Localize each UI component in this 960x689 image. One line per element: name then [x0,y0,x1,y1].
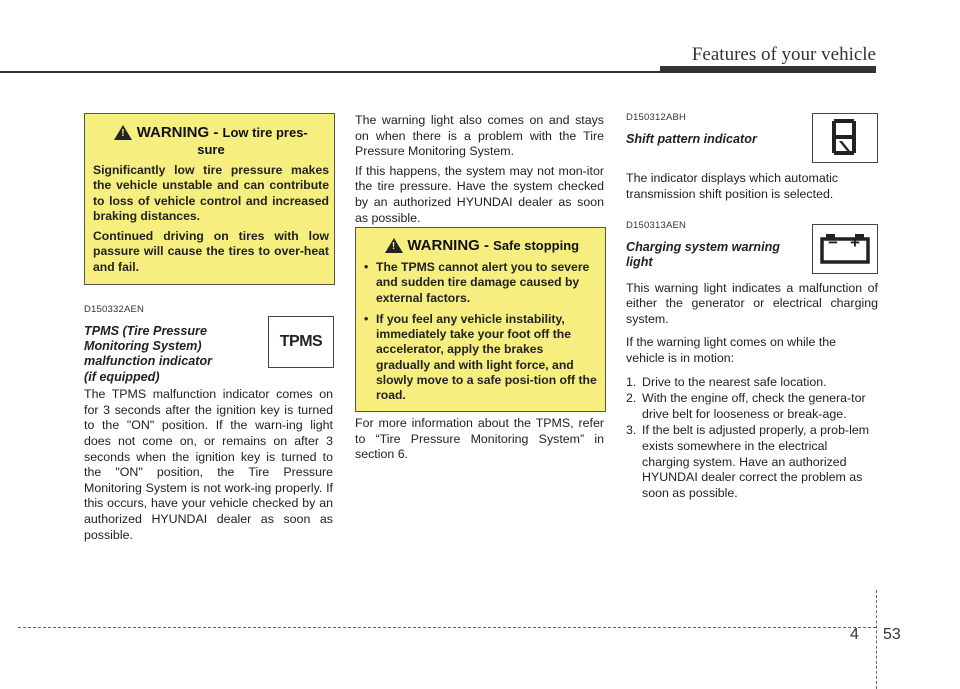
warning-title: WARNING - Low tire pres- [136,124,308,141]
page-header-title: Features of your vehicle [691,44,876,65]
body-paragraph: The TPMS malfunction indicator comes on for 3 seconds after the ignition key is turned to the "ON" position. If the warn-ing light does not come on, or remains on after 3 seconds when the ignition key is turned to the "ON" position, the Tire Pressure Monitoring System is not work-ing properly. If this occurs, have your vehicle checked by an authorized HYUNDAI dealer as soon as possible. [84,387,333,542]
shift-pattern-indicator-icon [812,113,878,163]
battery-plus-icon: + [850,233,860,252]
header-rule-accent [660,66,876,72]
warning-box-low-tire-pressure [84,113,335,285]
body-paragraph: If this happens, the system may not mon-itor the tire pressure. Have the system checked by an authorized HYUNDAI dealer as soon as possible. [355,163,604,225]
warning-bullet: • If you feel any vehicle instability, immediately take your foot off the accelerator, apply the brakes gradually and with light force, and slowly move to a safe posi-tion off the road. [356,312,600,404]
warning-title-line2: sure [197,142,225,157]
section-code: D150312ABH [626,112,687,123]
section-code: D150313AEN [626,220,687,232]
warning-paragraph: Significantly low tire pressure makes the vehicle unstable and can contribute to loss of vehicle control and increased braking distances. [93,163,329,223]
footer-rule [18,627,876,628]
body-paragraph: This warning light indicates a malfunction of either the generator or electrical charging system. [626,280,878,326]
body-paragraph: The indicator displays which automatic transmission shift position is selected. [626,171,839,201]
list-item: 3. If the belt is adjusted properly, a prob-lem exists somewhere in the electrical charging system. Have an authorized HYUNDAI dealer correct the problem as soon as possible. [626,423,870,500]
warning-triangle-icon: ! [114,125,132,140]
list-item: 2. With the engine off, check the genera-tor drive belt for looseness or break-age. [626,391,866,421]
warning-box-safe-stopping [355,227,606,412]
footer-divider [876,590,877,689]
tpms-indicator-icon: TPMS [268,316,334,368]
section-subheading: Charging system warning light [626,239,780,270]
warning-title: WARNING - Safe stopping [407,237,580,254]
warning-paragraph: Continued driving on tires with low passure will cause the tires to over-heat and fail. [93,229,329,274]
body-paragraph: If the warning light comes on while the vehicle is in motion: [626,335,837,365]
chapter-number: 4 [850,626,859,643]
section-subheading: TPMS (Tire Pressure Monitoring System) malfunction indicator (if equipped) [84,323,213,384]
warning-triangle-icon: ! [385,238,403,253]
section-code: D150332AEN [84,304,145,315]
section-subheading: Shift pattern indicator [626,131,757,146]
body-paragraph: For more information about the TPMS, refer to “Tire Pressure Monitoring System” in section 6. [355,416,604,462]
warning-bullet: • The TPMS cannot alert you to severe and sudden tire damage caused by external factors. [356,260,600,306]
list-item: 1. Drive to the nearest safe location. [626,374,827,389]
page-number: 53 [883,626,901,643]
battery-charging-warning-icon [812,224,878,274]
battery-minus-icon: − [828,233,838,252]
step-list [626,375,878,502]
body-paragraph: The warning light also comes on and stays on when there is a problem with the Tire Pressure Monitoring System. [355,113,604,159]
